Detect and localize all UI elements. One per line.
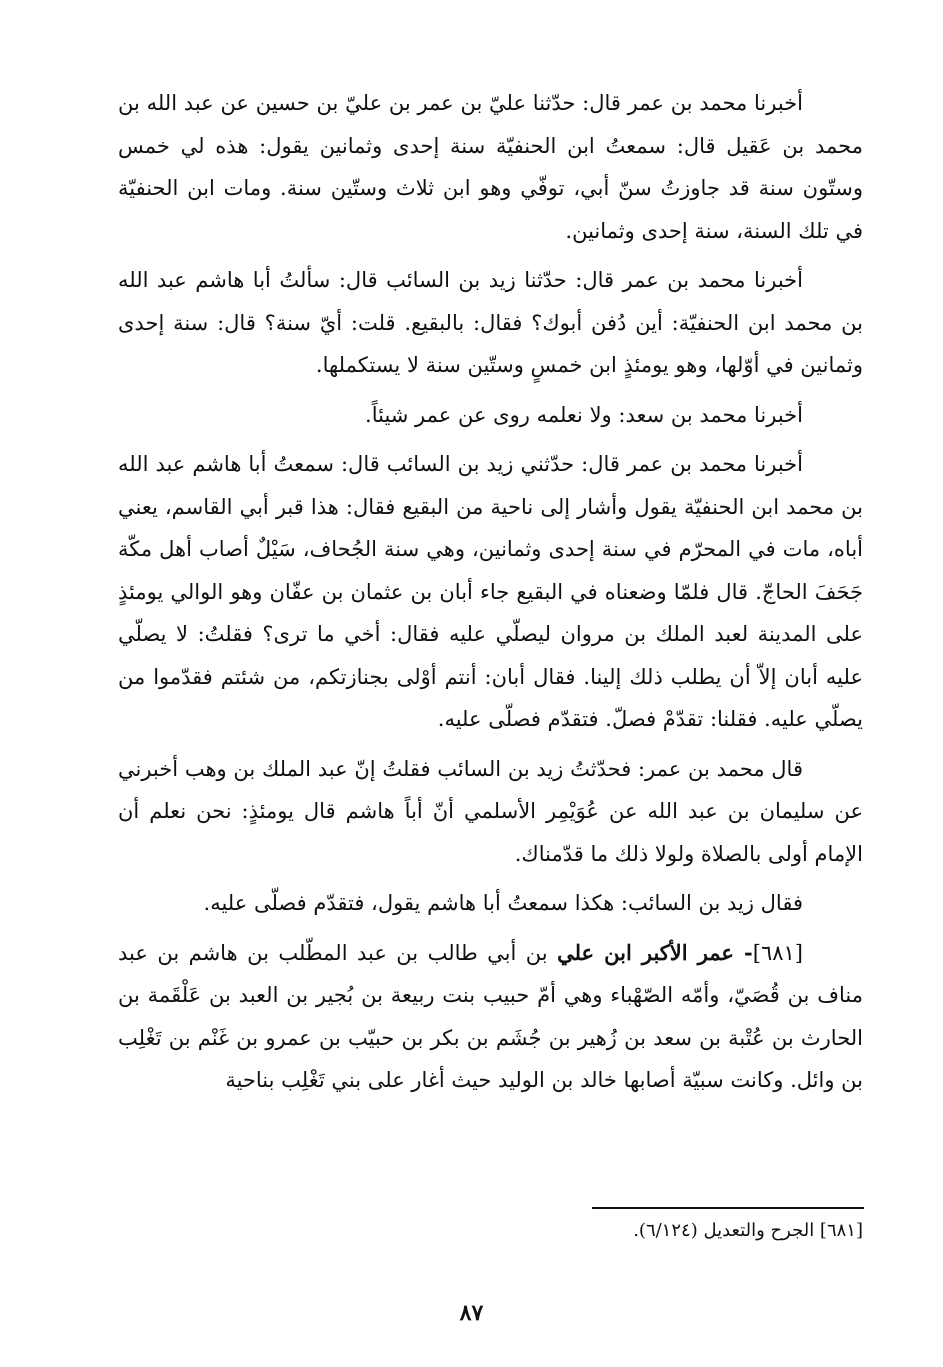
footnote: [٦٨١] الجرح والتعديل (٦/١٢٤). xyxy=(633,1220,863,1241)
paragraph-4: أخبرنا محمد بن عمر قال: حدّثني زيد بن السائب قال: سمعتُ أبا هاشم عبد الله بن محمد ابن الحنفيّة يقول وأشار إلى ناحية من البقيع فقال: هذا قبر أبي القاسم، يعني أباه، مات في المحرّم في سنة إحدى وثمانين، وهي سنة الجُحاف، سَيْلٌ أصاب أهل مكّة جَحَفَ الحاجّ. قال فلمّا وضعناه في البقيع جاء أبان بن عثمان بن عفّان وهو الوالي يومئذٍ على المدينة لعبد الملك بن مروان ليصلّي عليه فقال: أخي ما ترى؟ فقلتُ: لا يصلّي عليه أبان إلاّ أن يطلب ذلك إلينا. فقال أبان: أنتم أوْلى بجنازتكم، من شئتم فقدّموا من يصلّي عليه. فقلنا: تقدّمْ فصلّ. فتقدّم فصلّى عليه. xyxy=(118,452,863,731)
entry-number: [٦٨١] xyxy=(752,940,803,965)
page-number: ٨٧ xyxy=(459,1300,484,1326)
entry-name: - عمر الأكبر ابن علي xyxy=(557,939,753,965)
paragraph-6: فقال زيد بن السائب: هكذا سمعتُ أبا هاشم يقول، فتقدّم فصلّى عليه. xyxy=(203,891,803,915)
paragraph-3: أخبرنا محمد بن سعد: ولا نعلمه روى عن عمر شيئاً. xyxy=(365,402,803,427)
main-text xyxy=(118,82,863,1109)
paragraph-2: أخبرنا محمد بن عمر قال: حدّثنا زيد بن السائب قال: سألتُ أبا هاشم عبد الله بن محمد ابن الحنفيّة: أين دُفن أبوك؟ فقال: بالبقيع. قلت: أيّ سنة؟ قال: سنة إحدى وثمانين في أوّلها، وهو يومئذٍ ابن خمسٍ وستّين سنة لا يستكملها. xyxy=(118,268,863,377)
footnote-divider xyxy=(592,1207,864,1209)
entry-text: بن أبي طالب بن عبد المطّلب بن هاشم بن عبد مناف بن قُصَيّ، وأمّه الصّهْباء وهي أمّ حبيب بنت ربيعة بن بُجير بن العبد بن عَلْقَمة بن الحارث بن عُتْبة بن سعد بن زُهير بن جُشَم بن بكر بن حبيّب بن عمرو بن غَنْم بن تَغْلِب بن وائل. وكانت سبيّة أصابها خالد بن الوليد حيث أغار على بني تَغْلِب بناحية xyxy=(118,940,863,1092)
paragraph-5: قال محمد بن عمر: فحدّثتُ زيد بن السائب فقلتُ إنّ عبد الملك بن وهب أخبرني عن سليمان بن عبد الله عن عُوَيْمِر الأسلمي أنّ أباً هاشم قال يومئذٍ: نحن نعلم أن الإمام أولى بالصلاة ولولا ذلك ما قدّمناك. xyxy=(118,756,863,866)
biography-entry xyxy=(118,932,863,1102)
paragraph-1: أخبرنا محمد بن عمر قال: حدّثنا عليّ بن عمر بن عليّ بن حسين عن عبد الله بن محمد بن عَقيل قال: سمعتُ ابن الحنفيّة سنة إحدى وثمانين يقول: هذه لي خمس وستّون سنة قد جاوزتُ سنّ أبي، توفّي وهو ابن ثلاث وستّين سنة. ومات ابن الحنفيّة في تلك السنة، سنة إحدى وثمانين. xyxy=(118,91,863,243)
